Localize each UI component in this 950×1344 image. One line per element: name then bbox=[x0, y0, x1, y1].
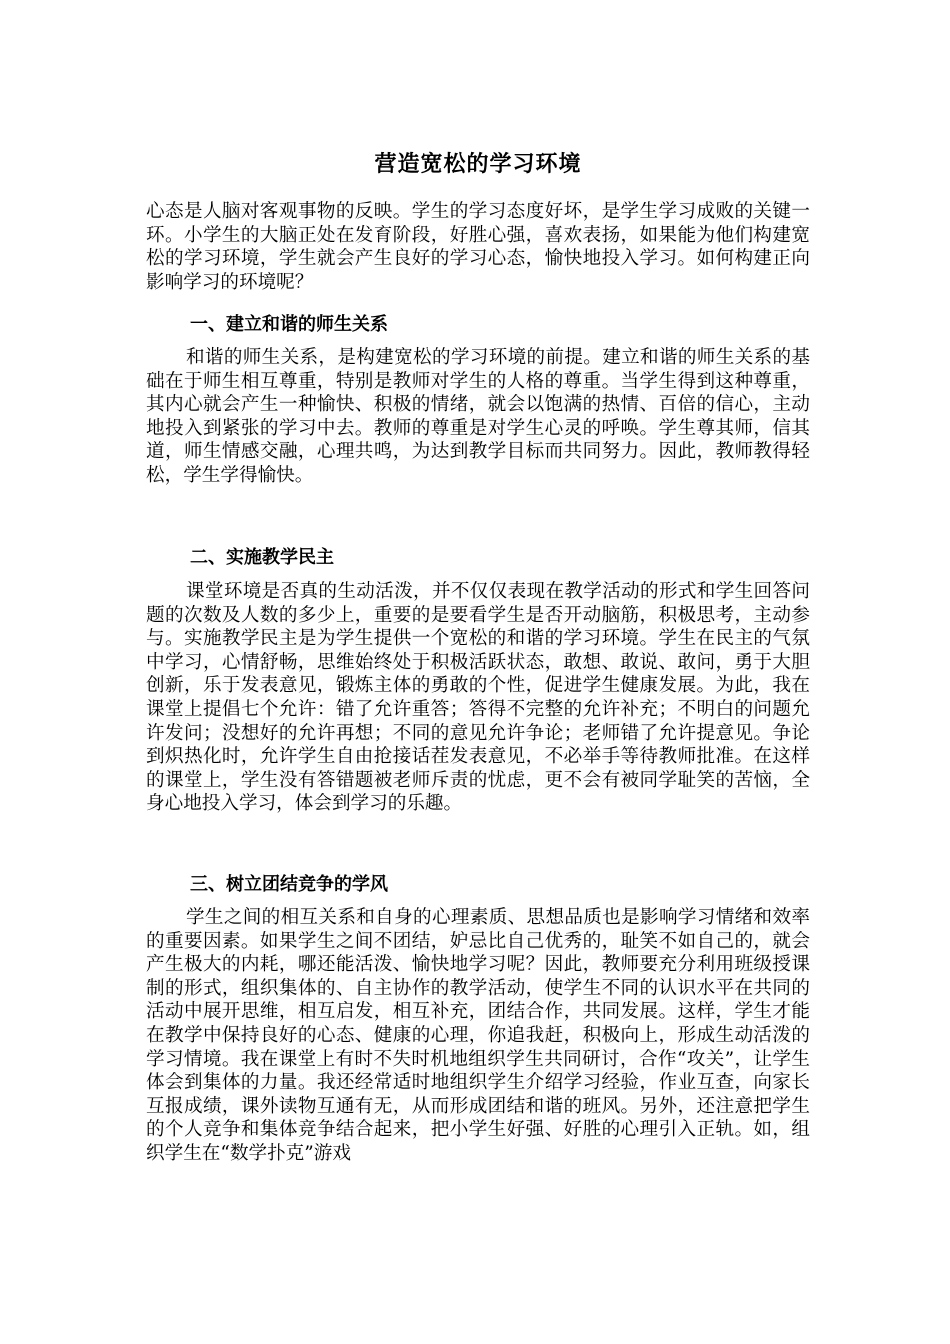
section-2-heading: 二、实施教学民主 bbox=[190, 547, 334, 568]
section-1-heading: 一、建立和谐的师生关系 bbox=[190, 314, 388, 335]
document-page bbox=[146, 0, 810, 1344]
document-title: 营造宽松的学习环境 bbox=[374, 151, 582, 177]
section-3-heading: 三、树立团结竞争的学风 bbox=[190, 874, 388, 895]
intro-paragraph: 心态是人脑对客观事物的反映。学生的学习态度好坏，是学生学习成败的关键一环。小学生的大脑正处在发育阶段，好胜心强，喜欢表扬，如果能为他们构建宽松的学习环境，学生就会产生良好的学习心态，愉快地投入学习。如何构建正向影响学习的环境呢？ bbox=[146, 201, 810, 293]
section-1-body: 和谐的师生关系，是构建宽松的学习环境的前提。建立和谐的师生关系的基础在于师生相互尊重，特别是教师对学生的人格的尊重。当学生得到这种尊重，其内心就会产生一种愉快、积极的情绪，就会以饱满的热情、百倍的信心，主动地投入到紧张的学习中去。教师的尊重是对学生心灵的呼唤。学生尊其师，信其道，师生情感交融，心理共鸣，为达到教学目标而共同努力。因此，教师教得轻松，学生学得愉快。 bbox=[146, 347, 810, 486]
section-2-body: 课堂环境是否真的生动活泼，并不仅仅表现在教学活动的形式和学生回答问题的次数及人数的多少上，重要的是要看学生是否开动脑筋，积极思考，主动参与。实施教学民主是为学生提供一个宽松的和谐的学习环境。学生在民主的气氛中学习，心情舒畅，思维始终处于积极活跃状态，敢想、敢说、敢问，勇于大胆创新，乐于发表意见，锻炼主体的勇敢的个性，促进学生健康发展。为此，我在课堂上提倡七个允许：错了允许重答；答得不完整的允许补充；不明白的问题允许发问；没想好的允许再想；不同的意见允许争论；老师错了允许提意见。争论到炽热化时，允许学生自由抢接话茬发表意见，不必举手等待教师批准。在这样的课堂上，学生没有答错题被老师斥责的忧虑，更不会有被同学耻笑的苦恼，全身心地投入学习，体会到学习的乐趣。 bbox=[146, 581, 810, 815]
section-3-body: 学生之间的相互关系和自身的心理素质、思想品质也是影响学习情绪和效率的重要因素。如果学生之间不团结，妒忌比自己优秀的，耻笑不如自己的，就会产生极大的内耗，哪还能活泼、愉快地学习呢？因此，教师要充分利用班级授课制的形式，组织集体的、自主协作的教学活动，使学生不同的认识水平在共同的活动中展开思维，相互启发，相互补充，团结合作，共同发展。这样，学生才能在教学中保持良好的心态、健康的心理，你追我赶，积极向上，形成生动活泼的学习情境。我在课堂上有时不失时机地组织学生共同研讨，合作“攻关”，让学生体会到集体的力量。我还经常适时地组织学生介绍学习经验，作业互查，向家长互报成绩，课外读物互通有无，从而形成团结和谐的班风。另外，还注意把学生的个人竞争和集体竞争结合起来，把小学生好强、好胜的心理引入正轨。如，组织学生在“数学扑克”游戏 bbox=[146, 907, 810, 1164]
